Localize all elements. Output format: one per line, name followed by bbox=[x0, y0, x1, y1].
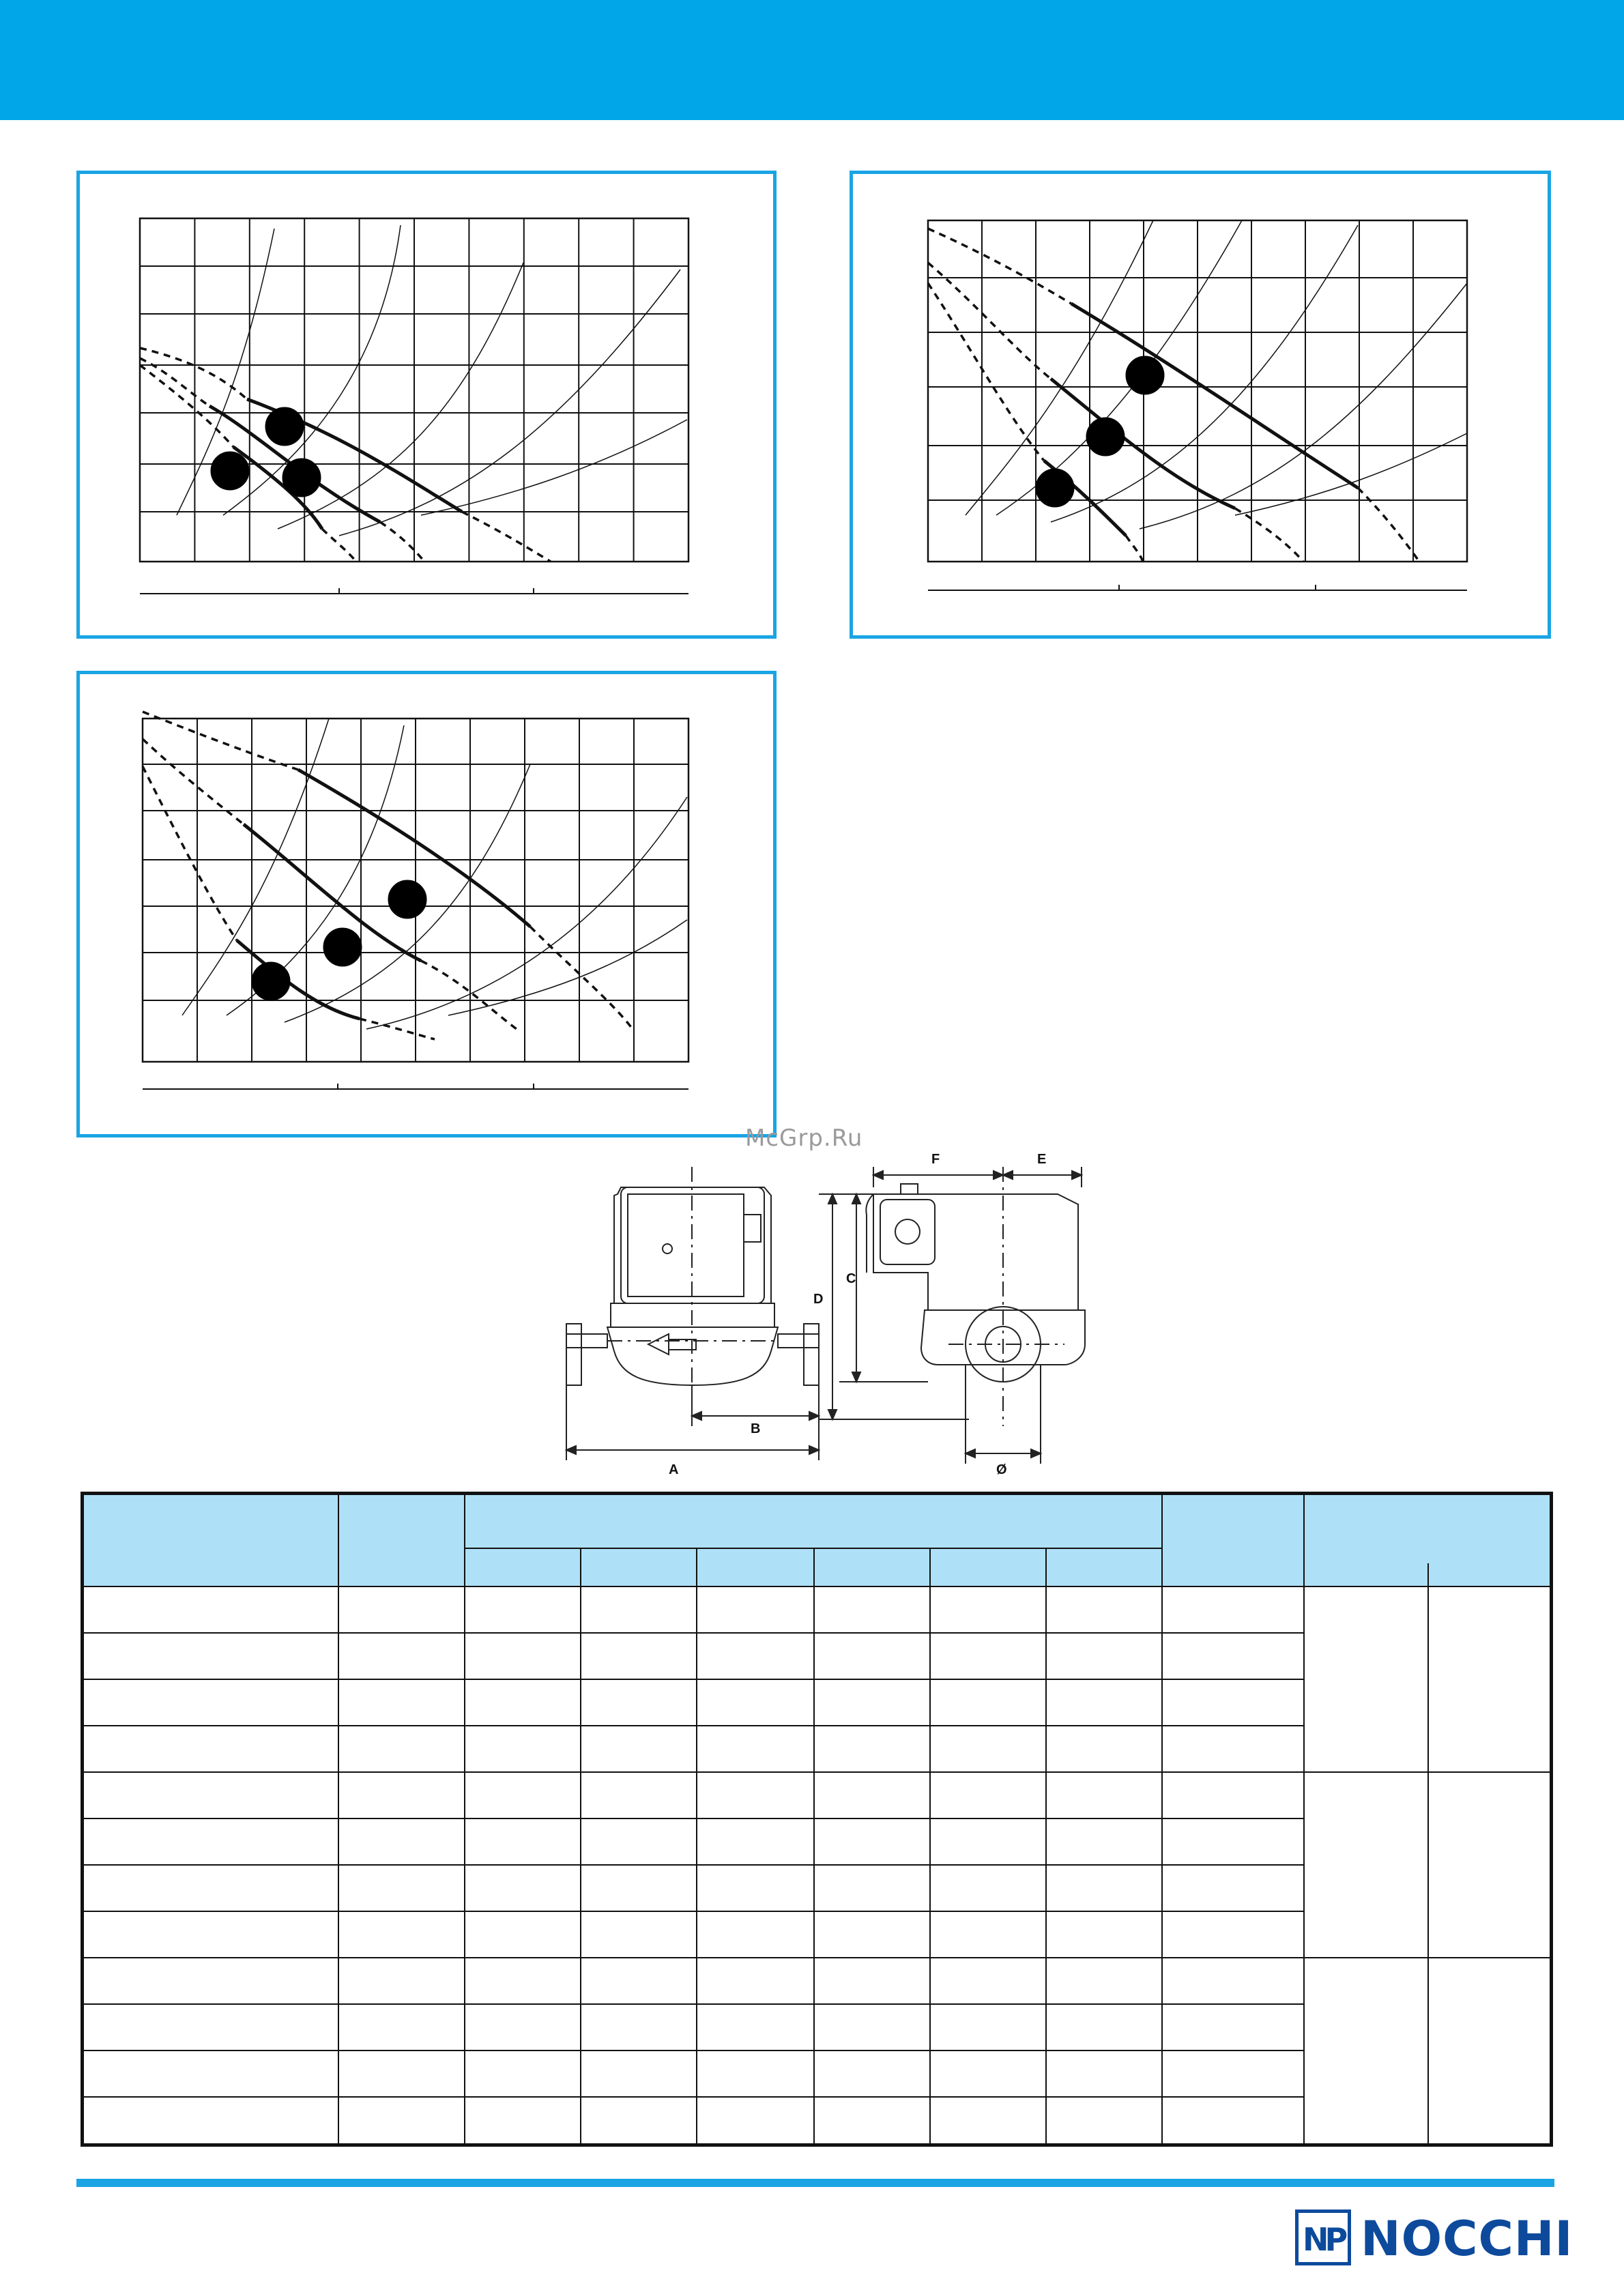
pump-curve-dashed bbox=[1235, 508, 1303, 562]
pump-curve-dashed bbox=[322, 529, 356, 562]
pump-curve-dashed bbox=[530, 927, 633, 1029]
speed-marker bbox=[265, 407, 304, 446]
performance-chart-3 bbox=[80, 674, 773, 1134]
pump-curve-solid bbox=[1071, 304, 1358, 488]
system-curve bbox=[1140, 283, 1467, 529]
pump-curve-dashed bbox=[928, 229, 1071, 304]
specification-table bbox=[81, 1492, 1553, 2147]
pump-curve-dashed bbox=[140, 348, 247, 399]
brand-name: NOCCHI bbox=[1361, 2211, 1574, 2267]
pump-curve-dashed bbox=[143, 712, 298, 770]
header-band bbox=[0, 0, 1624, 120]
pump-curve-dashed bbox=[380, 522, 424, 562]
screw-icon bbox=[663, 1244, 672, 1254]
dim-label-f: F bbox=[931, 1152, 940, 1167]
speed-marker bbox=[282, 459, 321, 497]
dim-label-a: A bbox=[669, 1462, 679, 1477]
nocchi-logo bbox=[1295, 2209, 1574, 2267]
system-curve bbox=[421, 420, 687, 515]
speed-marker bbox=[211, 452, 249, 490]
pump-curve-dashed bbox=[360, 1019, 435, 1039]
pump-curve-dashed bbox=[1358, 488, 1419, 562]
dim-label-d: D bbox=[813, 1292, 824, 1307]
pump-curve-dashed bbox=[928, 283, 1044, 461]
pump-dimension-drawing bbox=[546, 1140, 1105, 1481]
dim-label-diameter: Ø bbox=[996, 1462, 1007, 1477]
watermark: McGrp.Ru bbox=[745, 1125, 863, 1152]
pump-curve-dashed bbox=[143, 739, 244, 824]
performance-chart-1 bbox=[80, 174, 773, 635]
performance-chart-panel-2 bbox=[850, 171, 1551, 639]
dim-label-b: B bbox=[751, 1421, 761, 1436]
performance-chart-panel-1 bbox=[76, 171, 777, 639]
performance-chart-panel-3 bbox=[76, 671, 777, 1138]
speed-marker bbox=[323, 928, 362, 966]
pump-curve-dashed bbox=[143, 766, 237, 940]
dim-label-c: C bbox=[846, 1271, 856, 1286]
system-curve bbox=[227, 725, 404, 1015]
dim-label-e: E bbox=[1037, 1152, 1047, 1167]
np-logo-mark: NP bbox=[1295, 2209, 1351, 2265]
system-curve bbox=[1051, 225, 1358, 522]
performance-chart-2 bbox=[853, 174, 1548, 635]
system-curve bbox=[339, 270, 680, 536]
speed-marker bbox=[388, 880, 426, 918]
speed-marker bbox=[1126, 356, 1164, 394]
terminal-box bbox=[628, 1194, 744, 1296]
footer-rule bbox=[76, 2179, 1554, 2187]
pump-curve-dashed bbox=[140, 365, 233, 447]
speed-marker bbox=[252, 962, 290, 1000]
pump-curve-dashed bbox=[462, 512, 551, 562]
speed-marker bbox=[1036, 469, 1074, 507]
pump-curve-dashed bbox=[1126, 536, 1143, 562]
speed-marker bbox=[1086, 418, 1125, 456]
system-curve bbox=[996, 220, 1242, 515]
